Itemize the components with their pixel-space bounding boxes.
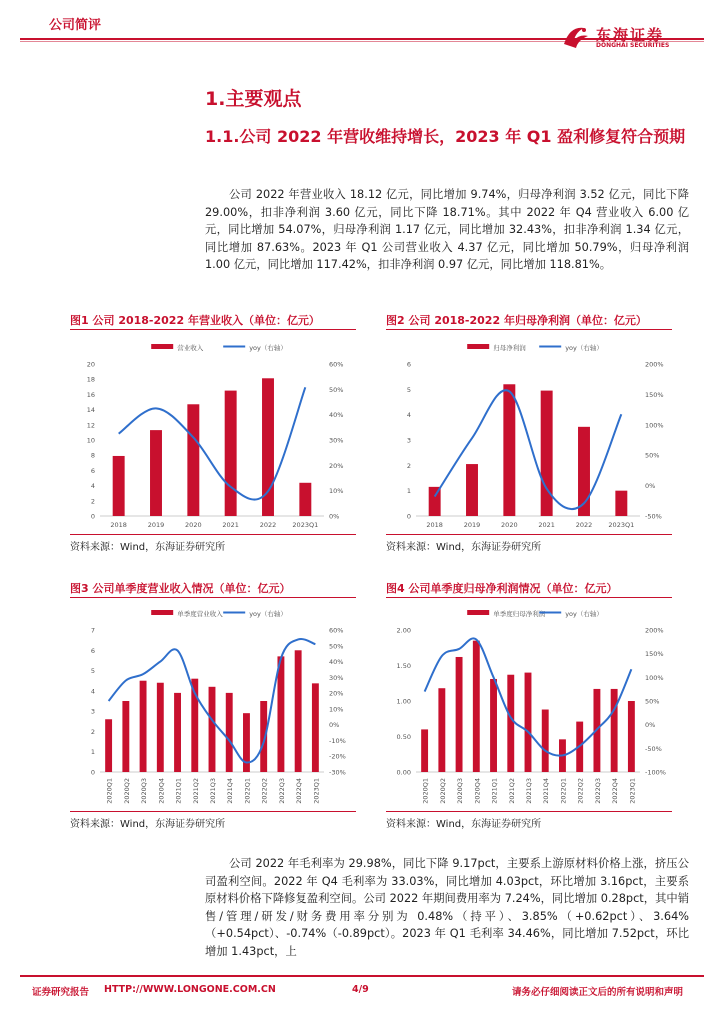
logo-text-cn: 东海证券 (596, 26, 665, 44)
x-tick-label: 2021Q2 (191, 778, 200, 804)
bar (611, 689, 618, 772)
y2-tick-label: 50% (645, 451, 660, 460)
footer-disclaimer: 请务必仔细阅读正文后的所有说明和声明 (512, 987, 684, 998)
y-tick-label: 4 (90, 687, 95, 696)
x-tick-label: 2021 (538, 521, 555, 529)
y2-tick-label: 100% (645, 673, 664, 682)
bar (226, 693, 233, 772)
y-tick-label: 1.00 (396, 697, 411, 706)
bar (174, 693, 181, 772)
bar (150, 430, 162, 516)
y-tick-label: 20 (86, 360, 95, 369)
figure-title-rule (70, 329, 356, 330)
x-tick-label: 2020Q2 (122, 778, 131, 804)
legend-swatch-bar (151, 610, 173, 615)
y-tick-label: 2 (406, 461, 411, 470)
bar (277, 656, 284, 772)
x-tick-label: 2021Q1 (490, 778, 499, 804)
bar (312, 683, 319, 772)
footer-divider (20, 975, 704, 977)
x-tick-label: 2021 (222, 521, 239, 529)
bar (525, 673, 532, 772)
x-tick-label: 2022Q3 (277, 778, 286, 804)
y-tick-label: 2 (90, 497, 95, 506)
legend-label: yoy（右轴） (249, 610, 287, 618)
figure-source: 资料来源：Wind，东海证券研究所 (386, 542, 542, 553)
report-type-tag: 公司简评 (49, 18, 102, 33)
x-tick-label: 2023Q1 (628, 778, 637, 804)
x-tick-label: 2018 (110, 521, 127, 529)
x-tick-label: 2022Q4 (611, 778, 620, 804)
x-tick-label: 2020Q4 (157, 778, 166, 804)
figure-source: 资料来源：Wind，东海证券研究所 (70, 542, 226, 553)
x-tick-label: 2020Q3 (456, 778, 465, 804)
y2-tick-label: 150% (645, 650, 664, 659)
y2-tick-label: -50% (645, 512, 662, 521)
y-tick-label: 2.00 (396, 626, 411, 635)
y2-tick-label: 0% (645, 721, 656, 730)
x-tick-label: 2022 (575, 521, 593, 529)
bar (140, 681, 147, 772)
figure-title: 图1 公司 2018-2022 年营业收入（单位：亿元） (70, 314, 320, 327)
y-tick-label: 0 (90, 768, 95, 777)
page-number: 4/9 (352, 984, 369, 995)
bar (438, 688, 445, 772)
y2-tick-label: 50% (645, 697, 660, 706)
x-tick-label: 2023Q1 (312, 778, 321, 804)
y2-tick-label: -10% (329, 736, 346, 745)
y-tick-label: 7 (90, 626, 95, 635)
x-tick-label: 2021Q3 (525, 778, 533, 804)
y-tick-label: 6 (90, 646, 95, 655)
y2-tick-label: 20% (329, 689, 344, 698)
figure-source: 资料来源：Wind，东海证券研究所 (386, 819, 542, 830)
y-tick-label: 16 (86, 390, 95, 399)
y-tick-label: 1.50 (396, 662, 411, 670)
net-profit-annual-chart (386, 334, 676, 534)
x-tick-label: 2022Q1 (243, 778, 252, 804)
bar (225, 391, 237, 516)
logo-emblem-icon (560, 22, 592, 52)
figure-bottom-rule (386, 811, 672, 812)
bar (187, 404, 199, 516)
net-profit-quarterly-chart (386, 600, 676, 810)
figure-bottom-rule (70, 811, 356, 812)
y-tick-label: 6 (406, 360, 411, 369)
y-tick-label: 0 (90, 512, 95, 521)
y2-tick-label: 30% (329, 673, 344, 682)
x-tick-label: 2022Q4 (295, 778, 304, 804)
revenue-quarterly-chart (70, 600, 360, 810)
y-tick-label: 2 (90, 727, 95, 736)
bar (113, 456, 125, 516)
bar (157, 683, 164, 772)
bar (105, 719, 112, 772)
y2-tick-label: 10% (329, 705, 344, 714)
x-tick-label: 2020Q3 (140, 778, 149, 804)
figure-bottom-rule (70, 534, 356, 535)
figure-title-rule (386, 329, 672, 330)
subsection-heading: 1.1.公司 2022 年营收维持增长，2023 年 Q1 盈利修复符合预期 (205, 127, 686, 146)
y2-tick-label: 60% (329, 360, 344, 369)
legend-label: 单季度营业收入 (177, 610, 223, 618)
y-tick-label: 4 (90, 482, 95, 491)
y-tick-label: 5 (90, 667, 95, 676)
y2-tick-label: 0% (645, 482, 656, 491)
x-tick-label: 2023Q1 (608, 521, 635, 529)
bar (507, 675, 514, 772)
x-tick-label: 2022Q2 (576, 778, 585, 804)
revenue-annual-chart (70, 334, 360, 534)
y-tick-label: 0.00 (396, 768, 411, 777)
yoy-line (435, 390, 622, 509)
y2-tick-label: 50% (329, 385, 344, 394)
y2-tick-label: 150% (645, 390, 664, 399)
x-tick-label: 2020Q1 (421, 778, 430, 804)
x-tick-label: 2021Q2 (507, 778, 516, 804)
logo-text-en: DONGHAI SECURITIES (596, 42, 670, 49)
bar (209, 687, 216, 772)
x-tick-label: 2019 (147, 521, 165, 529)
x-tick-label: 2020 (185, 521, 202, 529)
y-tick-label: 0 (406, 512, 411, 521)
legend-swatch-bar (467, 344, 489, 349)
y2-tick-label: 30% (329, 436, 344, 445)
figure-title: 图3 公司单季度营业收入情况（单位：亿元） (70, 582, 291, 595)
figure-title: 图2 公司 2018-2022 年归母净利润（单位：亿元） (386, 314, 647, 327)
y-tick-label: 18 (86, 375, 95, 384)
legend-label: 营业收入 (177, 344, 204, 352)
y2-tick-label: 60% (329, 626, 344, 635)
body-paragraph: 公司 2022 年毛利率为 29.98%，同比下降 9.17pct，主要系上游原材料价格上涨，挤压公司盈利空间。2022 年 Q4 毛利率为 33.03%，同比增加 4.03pct，环比增加 3.16pct，主要系原材料价格下降修复盈利空间。公司 2022 年期间费用率为 7.24%，同比增加 0.28pct，其中销售/管理/研发/财务费用率分别为 0.48%（持平）、3.85%（+0.62pct）、3.64%（+0.54pct）、-0.74%（-0.89pct）。2023 年 Q1 毛利率 34.46%，同比增加 7.52pct，环比增加 1.43pct，上 (205, 857, 689, 958)
x-tick-label: 2022 (259, 521, 277, 529)
y-tick-label: 14 (86, 406, 95, 415)
y2-tick-label: -100% (645, 768, 666, 777)
y-tick-label: 1 (406, 487, 411, 496)
yoy-line (119, 387, 306, 499)
x-tick-label: 2020Q4 (473, 778, 482, 804)
bar (542, 710, 549, 772)
bar (473, 641, 480, 772)
x-tick-label: 2021Q4 (226, 778, 235, 804)
legend-label: 归母净利润 (493, 344, 526, 352)
x-tick-label: 2018 (426, 521, 443, 529)
bar (122, 701, 129, 772)
legend-label: yoy（右轴） (249, 344, 287, 352)
legend-label: yoy（右轴） (565, 344, 603, 352)
y-tick-label: 3 (406, 436, 411, 445)
y2-tick-label: 50% (329, 642, 344, 651)
footer-url[interactable]: HTTP://WWW.LONGONE.COM.CN (104, 984, 276, 995)
bar (421, 729, 428, 772)
y-tick-label: 1 (90, 748, 95, 757)
y-tick-label: 4 (406, 411, 411, 420)
x-tick-label: 2020 (501, 521, 518, 529)
body-paragraph: 公司 2022 年营业收入 18.12 亿元，同比增加 9.74%，归母净利润 3.52 亿元，同比下降 29.00%，扣非净利润 3.60 亿元，同比下降 18.71%。其中 2022 年 Q4 营业收入 6.00 亿元，同比增加 54.07%，归母净利润 1.17 亿元，同比增加 32.43%，扣非净利润 1.34 亿元，同比增加 87.63%。2023 年 Q1 公司营业收入 4.37 亿元，同比增加 50.79%，归母净利润 1.00 亿元，同比增加 117.42%，扣非净利润 0.97 亿元，同比增加 118.81%。 (205, 188, 689, 271)
y2-tick-label: 10% (329, 487, 344, 496)
figure-title: 图4 公司单季度归母净利润情况（单位：亿元） (386, 582, 618, 595)
legend-label: 单季度归母净利润 (493, 610, 546, 618)
legend-swatch-bar (467, 610, 489, 615)
bar (503, 384, 515, 516)
y-tick-label: 8 (90, 451, 95, 460)
x-tick-label: 2020Q2 (438, 778, 447, 804)
y-tick-label: 10 (86, 436, 95, 445)
y-tick-label: 0.50 (396, 733, 411, 741)
y2-tick-label: 40% (329, 658, 344, 667)
y2-tick-label: 0% (329, 512, 340, 521)
y2-tick-label: -30% (329, 768, 346, 777)
x-tick-label: 2023Q1 (292, 521, 319, 529)
company-logo (560, 22, 710, 52)
bar (466, 464, 478, 516)
bar (295, 650, 302, 772)
figure-source: 资料来源：Wind，东海证券研究所 (70, 819, 226, 830)
y2-tick-label: 0% (329, 721, 340, 730)
figure-title-rule (386, 597, 672, 598)
x-tick-label: 2021Q4 (542, 778, 551, 804)
y2-tick-label: 200% (645, 360, 664, 369)
x-tick-label: 2022Q2 (260, 778, 269, 804)
y2-tick-label: -50% (645, 744, 662, 753)
y2-tick-label: 40% (329, 411, 344, 420)
figure-bottom-rule (386, 534, 672, 535)
section-heading: 1.主要观点 (205, 88, 302, 110)
x-tick-label: 2020Q1 (105, 778, 114, 804)
y2-tick-label: 20% (329, 461, 344, 470)
x-tick-label: 2021Q3 (209, 778, 217, 804)
bar (628, 701, 635, 772)
y2-tick-label: 200% (645, 626, 664, 635)
legend-label: yoy（右轴） (565, 610, 603, 618)
x-tick-label: 2021Q1 (174, 778, 183, 804)
bar (299, 483, 311, 516)
x-tick-label: 2022Q1 (559, 778, 568, 804)
y2-tick-label: -20% (329, 752, 346, 761)
legend-swatch-bar (151, 344, 173, 349)
y-tick-label: 12 (86, 421, 95, 430)
y-tick-label: 3 (90, 707, 95, 716)
footer-report-type: 证券研究报告 (32, 987, 90, 998)
y2-tick-label: 100% (645, 421, 664, 430)
bar (541, 391, 553, 516)
y-tick-label: 6 (90, 466, 95, 475)
bar (615, 491, 627, 516)
y-tick-label: 5 (406, 385, 411, 394)
figure-title-rule (70, 597, 356, 598)
x-tick-label: 2022Q3 (593, 778, 602, 804)
bar (456, 657, 463, 772)
x-tick-label: 2019 (463, 521, 481, 529)
bar (490, 679, 497, 772)
